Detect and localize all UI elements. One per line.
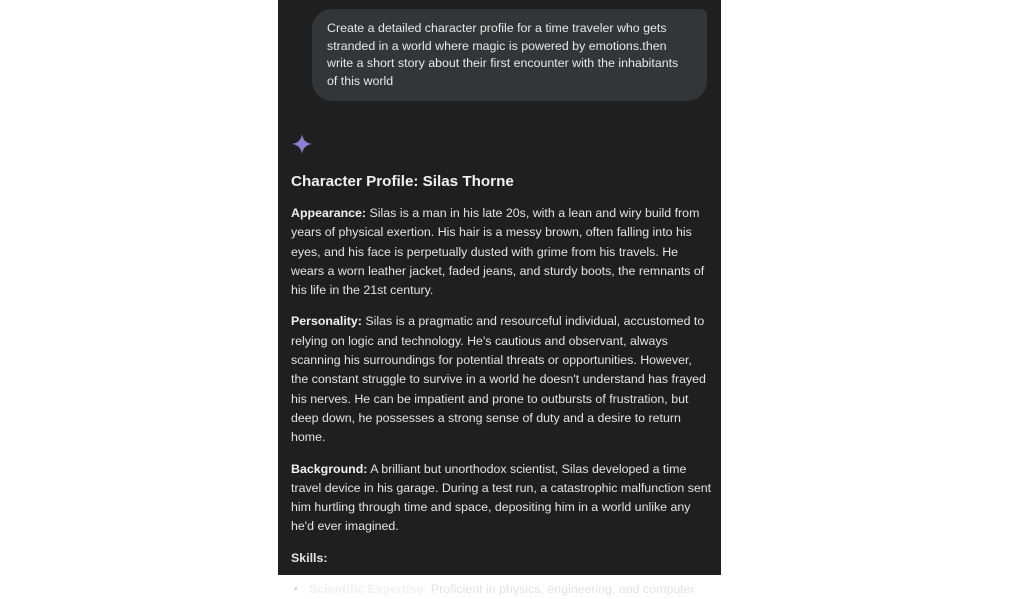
personality-text: Silas is a pragmatic and resourceful individual, accustomed to relying on logic and technology. He's cautious and observant, always scanning his surroundings for potential threats or opportunities. However, the constant struggle to survive in a world he doesn't understand has frayed his nerves. He can be impatient and prone to outbursts of frustration, but deep down, he possesses a strong sense of duty and a desire to return home. bbox=[291, 314, 706, 445]
background-paragraph bbox=[291, 460, 712, 537]
chat-screen bbox=[278, 0, 721, 597]
skill-text: Proficient in physics, engineering, and computer bbox=[430, 582, 695, 597]
background-label: Background: bbox=[291, 461, 368, 476]
personality-paragraph bbox=[291, 312, 712, 447]
skills-list bbox=[291, 580, 712, 599]
list-item bbox=[291, 580, 712, 599]
assistant-response bbox=[291, 170, 712, 599]
profile-title: Character Profile: Silas Thorne bbox=[291, 173, 514, 190]
personality-label: Personality: bbox=[291, 314, 362, 329]
background-text: A brilliant but unorthodox scientist, Silas developed a time travel device in his garage. During a test run, a catastrophic malfunction sent him hurtling through time and space, depositing him in a world unlike any he'd ever imagined. bbox=[291, 461, 712, 534]
user-prompt-bubble bbox=[312, 9, 707, 101]
appearance-paragraph bbox=[291, 204, 712, 300]
appearance-label: Appearance: bbox=[291, 206, 367, 220]
appearance-text: Silas is a man in his late 20s, with a lean and wiry build from years of physical exertion. His hair is a messy brown, often falling into his eyes, and his face is perpetually dusted with grime from his travels. He wears a worn leather jacket, faded jeans, and sturdy boots, the remnants of his life in the 21st century. bbox=[291, 206, 705, 298]
skill-label: Scientific Expertise: bbox=[309, 582, 428, 597]
user-prompt-text: Create a detailed character profile for a time traveler who gets stranded in a world where magic is powered by emotions.then write a short story about their first encounter with the inhabitants of this world bbox=[327, 21, 679, 88]
bullet-icon: • bbox=[294, 584, 298, 596]
sparkle-icon bbox=[291, 133, 313, 155]
skills-heading: Skills: bbox=[291, 550, 328, 565]
